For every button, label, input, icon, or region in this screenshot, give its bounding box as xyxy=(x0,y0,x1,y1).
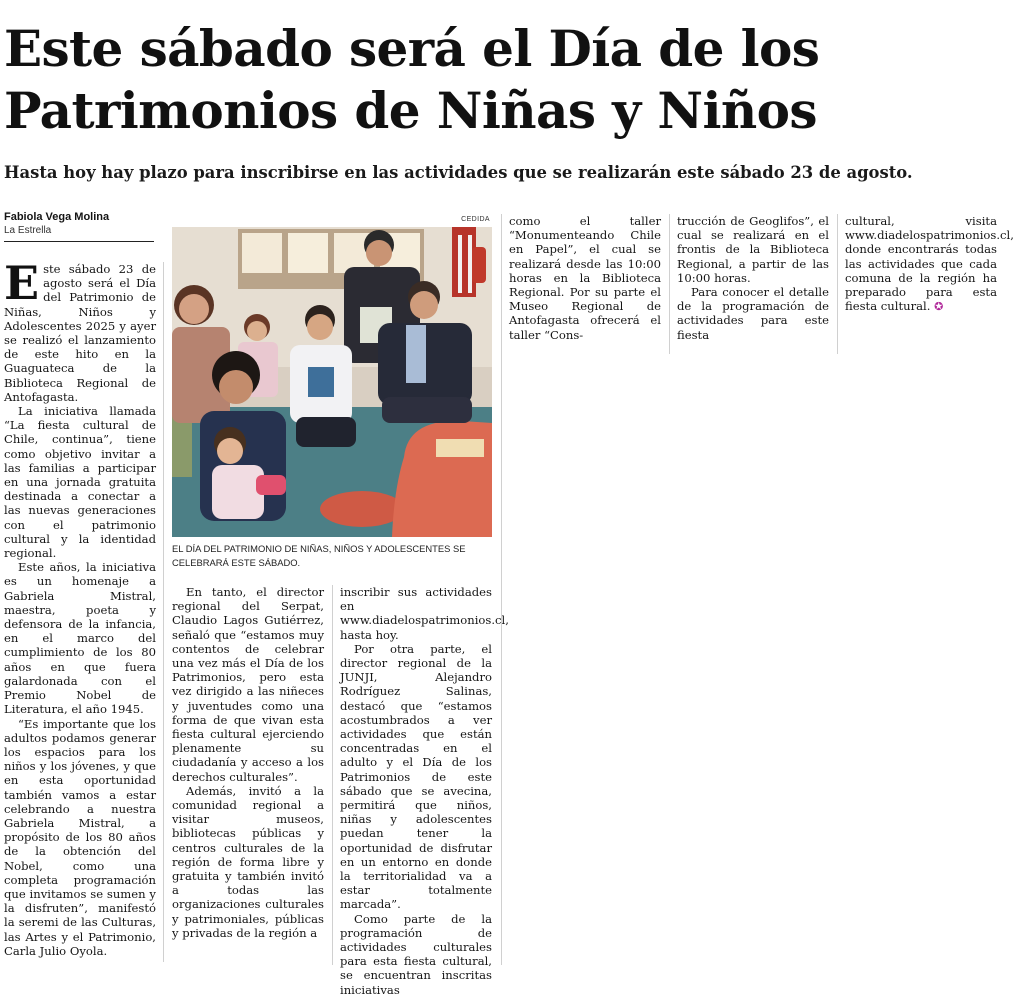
photo-caption: EL DÍA DEL PATRIMONIO DE NIÑAS, NIÑOS Y ADOLESCENTES SE CELEBRARÁ ESTE SÁBADO. xyxy=(172,543,466,568)
author-name: Fabiola Vega Molina xyxy=(4,211,110,223)
article-column-5 xyxy=(677,214,829,354)
paragraph-7: inscribir sus actividades en www.diadelospatrimonios.cl, hasta hoy. xyxy=(340,585,509,642)
article-column-4 xyxy=(509,214,661,354)
end-of-article-icon: ✪ xyxy=(934,300,944,314)
paragraph-1-text: ste sábado 23 de agosto será el Día del Patrimonio de Niñas, Niños y Adolescentes 2025 y ayer se realizó el lanzamiento de este hito en la Guaguateca de la Biblioteca Regional de Antofagasta. xyxy=(4,262,156,404)
headline xyxy=(4,18,994,142)
subtitle: Hasta hoy hay plazo para inscribirse en las actividades que se realizarán este sábado 23 de agosto. xyxy=(4,163,913,182)
article-column-3 xyxy=(340,585,509,997)
article-column-2 xyxy=(172,585,324,965)
paragraph-11: trucción de Geoglifos”, el cual se realizará en el frontis de la Biblioteca Regional, a partir de las 10:00 horas. xyxy=(677,214,829,285)
column-divider xyxy=(163,262,164,962)
photo-illustration xyxy=(172,227,492,537)
article-column-6 xyxy=(845,214,1014,354)
paragraph-5: En tanto, el director regional del Serpat, Claudio Lagos Gutiérrez, señaló que “estamos muy contentos de celebrar una vez más el Día de los Patrimonios, pero esta vez dirigido a las niñeces y juventudes como una forma de que vivan esta fiesta cultural ejerciendo plenamente su ciudadanía y acceso a los derechos culturales”. xyxy=(172,585,324,784)
paragraph-13-text: cultural, visita www.diadelospatrimonios.cl, donde encontrarás todas las actividades que cada comuna de la región ha preparado para esta fiesta cultural. xyxy=(845,214,1014,314)
paragraph-2: La iniciativa llamada “La fiesta cultural de Chile, continua”, tiene como objetivo invitar a las familias a participar en una jornada gratuita destinada a conectar a las nuevas generaciones con el patrimonio cultural y la identidad regional. xyxy=(4,404,156,561)
paragraph-10: como el taller “Monumenteando Chile en Papel”, el cual se realizará desde las 10:00 horas en la Biblioteca Regional. Por su parte el Museo Regional de Antofagasta ofrecerá el taller “Cons- xyxy=(509,214,661,342)
paragraph-3: Este años, la iniciativa es un homenaje a Gabriela Mistral, maestra, poeta y defensora de la infancia, en el marco del cumplimiento de los 80 años en que fuera galardonada con el Premio Nobel de Literatura, el año 1945. xyxy=(4,560,156,717)
publication-name: La Estrella xyxy=(4,225,52,236)
photo-credit: CEDIDA xyxy=(461,216,490,223)
article-photo xyxy=(172,227,492,537)
column-divider xyxy=(837,214,838,354)
column-divider xyxy=(501,214,502,965)
headline-line-2: Patrimonios de Niñas y Niños xyxy=(4,81,817,140)
drop-cap: E xyxy=(4,256,40,310)
column-divider xyxy=(669,214,670,354)
paragraph-1 xyxy=(4,256,156,404)
headline-line-1: Este sábado será el Día de los xyxy=(4,19,820,78)
paragraph-8: Por otra parte, el director regional de la JUNJI, Alejandro Rodríguez Salinas, destacó que “estamos acostumbrados a ver actividades que están concentradas en el adulto y el Día de los Patrimonios de este sábado que se avecina, permitirá que niños, niñas y adolescentes puedan tener la oportunidad de disfrutar en un entorno en donde la territorialidad va a estar totalmente marcada”. xyxy=(340,641,492,912)
paragraph-6: Además, invitó a la comunidad regional a visitar museos, bibliotecas públicas y centros culturales de la región de forma libre y gratuita y también invitó a todas las organizaciones culturales y patrimoniales, públicas y privadas de la región a xyxy=(172,783,324,940)
paragraph-4: “Es importante que los adultos podamos generar los espacios para los niños y los jóvenes, y que en esta oportunidad también vamos a estar celebrando a nuestra Gabriela Mistral, a propósito de los 80 años de la obtención del Nobel, como una completa programación que invitamos se sumen y la disfruten”, manifestó la seremi de las Culturas, las Artes y el Patrimonio, Carla Julio Oyola. xyxy=(4,716,156,958)
paragraph-9: Como parte de la programación de actividades culturales para esta fiesta cultural, se encuentran inscritas iniciativas xyxy=(340,911,492,997)
byline-divider xyxy=(4,241,154,242)
paragraph-13 xyxy=(845,214,1014,314)
paragraph-12: Para conocer el detalle de la programación de actividades para este fiesta xyxy=(677,285,829,342)
byline xyxy=(4,210,154,237)
article-column-1 xyxy=(4,256,156,962)
column-divider xyxy=(332,585,333,965)
